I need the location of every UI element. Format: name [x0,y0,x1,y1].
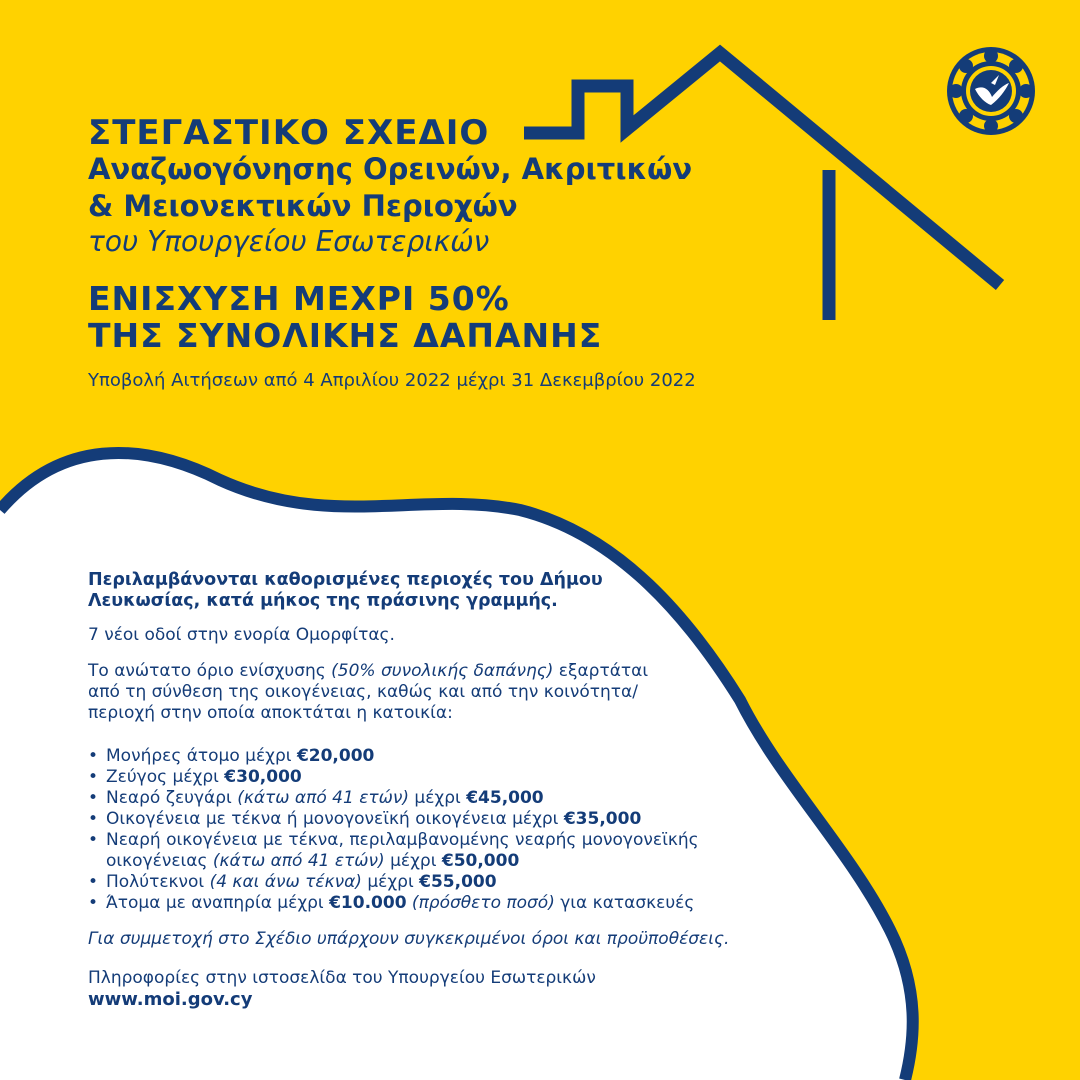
bullet-amount: €35,000 [563,809,642,829]
bullet-amount: €55,000 [419,872,497,892]
description-note: (50% συνολικής δαπάνης) [331,661,554,681]
intro-paragraph [88,570,788,612]
info-text: Πληροφορίες στην ιστοσελίδα του Υπουργείου Εσωτερικών [88,968,596,988]
bullet-amount: €50,000 [441,851,520,871]
bullet-text: μέχρι [361,872,420,892]
subsidy-highlight-line-1: ΕΝΙΣΧΥΣΗ ΜΕΧΡΙ 50% [88,279,510,318]
bullet-text: οικογένειας [106,851,213,871]
list-item [88,767,788,788]
description-line-2: από τη σύνθεση της οικογένειας, καθώς και από την κοινότητα/ [88,682,638,702]
info-paragraph [88,968,788,1011]
list-item [88,893,788,914]
scheme-subtitle-line-2: & Μειονεκτικών Περιοχών [88,189,518,223]
bullet-text: μέχρι [409,788,467,808]
bullet-text: Νεαρή οικογένεια με τέκνα, περιλαμβανομένης νεαρής μονογονεϊκής [106,830,699,850]
bullet-text: Νεαρό ζευγάρι [106,788,238,808]
bullet-text: για κατασκευές [554,893,695,913]
scheme-title: ΣΤΕΓΑΣΤΙΚΟ ΣΧΕΔΙΟ [88,113,490,153]
description-line-3: περιοχή στην οποία αποκτάται η κατοικία: [88,703,453,723]
application-period: Υποβολή Αιτήσεων από 4 Απριλίου 2022 μέχρι 31 Δεκεμβρίου 2022 [88,370,696,391]
bullet-text: Πολύτεκνοι [106,872,210,892]
intro-line-2: Λευκωσίας, κατά μήκος της πράσινης γραμμής. [88,591,558,611]
bullet-text: Ζεύγος μέχρι [106,767,225,787]
subsidy-list [88,746,788,914]
description-part-3: εξαρτάται [553,661,649,681]
intro-line-1: Περιλαμβάνονται καθορισμένες περιοχές του Δήμου [88,570,603,590]
bullet-amount: €10.000 [329,893,407,913]
bullet-amount: €30,000 [224,767,302,787]
list-item [88,788,788,809]
description-part-1: Το ανώτατο όριο ενίσχυσης [88,661,332,681]
bullet-note: (κάτω από 41 ετών) [212,851,385,871]
list-item [88,830,788,872]
bullet-note: (κάτω από 41 ετών) [237,788,410,808]
list-item [88,809,788,830]
parishes-note: 7 νέοι οδοί στην ενορία Ομορφίτας. [88,625,395,645]
bullet-note: (4 και άνω τέκνα) [209,872,362,892]
scheme-subtitle-line-1: Αναζωογόνησης Ορεινών, Ακριτικών [88,152,693,186]
bullet-note: (πρόσθετο ποσό) [406,893,555,913]
website-link[interactable]: www.moi.gov.cy [88,989,253,1010]
terms-note: Για συμμετοχή στο Σχέδιο υπάρχουν συγκεκριμένοι όροι και προϋποθέσεις. [88,929,730,949]
bullet-amount: €20,000 [296,746,375,766]
description-paragraph [88,661,788,724]
bullet-text: Μονήρες άτομο μέχρι [106,746,297,766]
list-item [88,746,788,767]
subsidy-highlight-line-2: ΤΗΣ ΣΥΝΟΛΙΚΗΣ ΔΑΠΑΝΗΣ [88,316,603,355]
cyprus-coat-of-arms-logo [945,45,1037,137]
list-item [88,872,788,893]
house-outline-icon [524,53,1000,320]
bullet-text: Οικογένεια με τέκνα ή μονογονεϊκή οικογένεια μέχρι [106,809,564,829]
ministry-subtitle: του Υπουργείου Εσωτερικών [88,225,490,258]
bullet-text: Άτομα με αναπηρία μέχρι [106,893,330,913]
body-content [88,570,788,1011]
bullet-text: μέχρι [384,851,442,871]
bullet-amount: €45,000 [466,788,544,808]
